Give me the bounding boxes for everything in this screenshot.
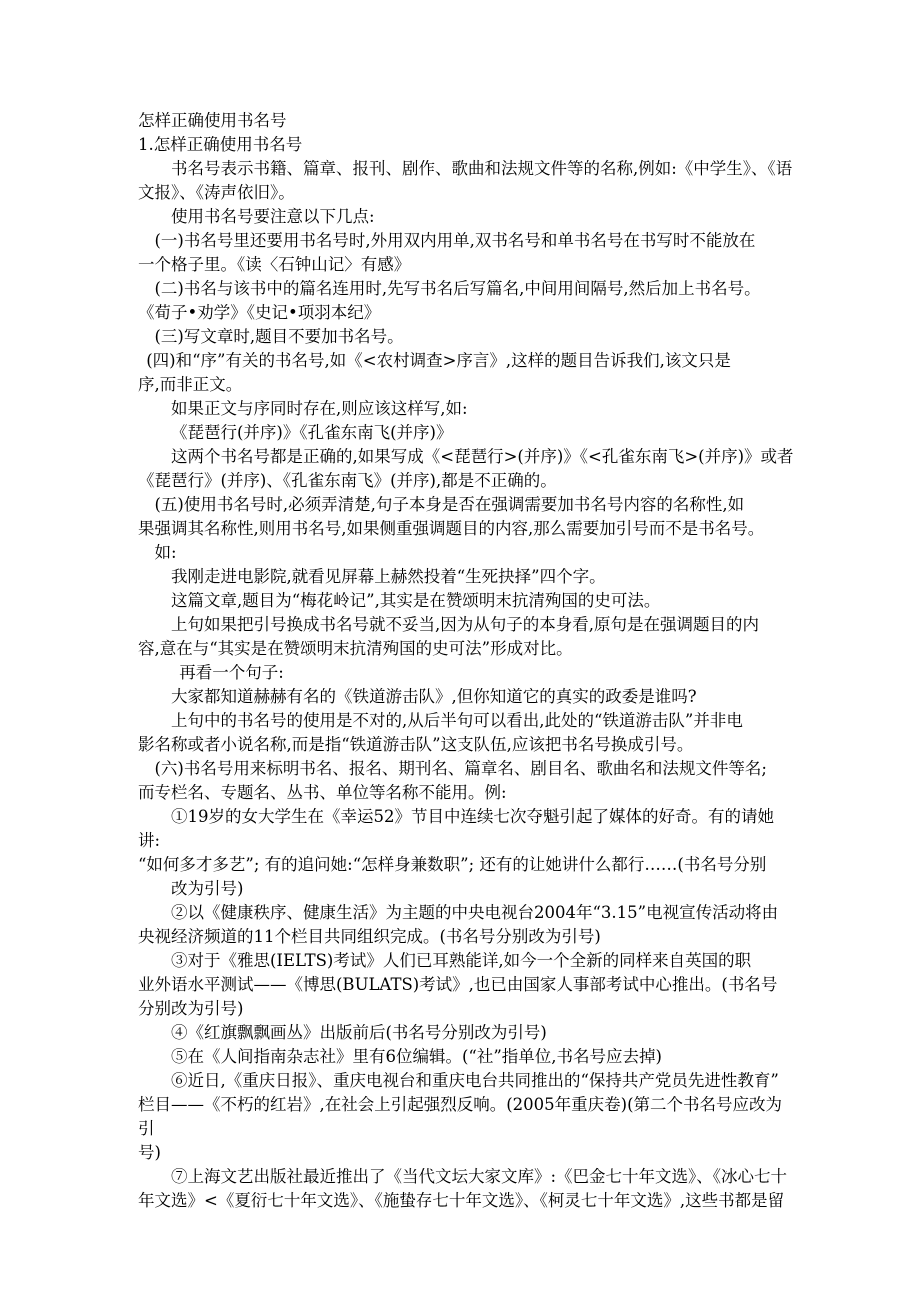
text-line: (三)写文章时,题目不要加书名号。	[154, 327, 404, 346]
text-line: 号)	[138, 1143, 161, 1162]
text-line: (一)书名号里还要用书名号时,外用双内用单,双书名号和单书名号在书写时不能放在	[154, 231, 756, 250]
text-line: 上句中的书名号的使用是不对的,从后半句可以看出,此处的“铁道游击队”并非电	[171, 711, 743, 730]
text-line: 上句如果把引号换成书名号就不妥当,因为从句子的本身看,原句是在强调题目的内	[171, 615, 759, 634]
text-line: (六)书名号用来标明书名、报名、期刊名、篇章名、剧目名、歌曲名和法规文件等名;	[154, 759, 767, 778]
text-line: ⑤在《人间指南杂志社》里有6位编辑。(“社”指单位,书名号应去掉)	[171, 1047, 662, 1066]
text-line: 书名号表示书籍、篇章、报刊、剧作、歌曲和法规文件等的名称,例如:《中学生》、《语	[171, 159, 793, 178]
text-line: 一个格子里。《读〈石钟山记〉有感》	[138, 255, 411, 274]
text-line: ③对于《雅思(IELTS)考试》人们已耳熟能详,如今一个全新的同样来自英国的职	[171, 951, 752, 970]
text-line: 文报》、《涛声依旧》。	[138, 183, 295, 202]
text-line: ④《红旗飘飘画丛》出版前后(书名号分别改为引号)	[171, 1023, 547, 1042]
text-line: 业外语水平测试——《博思(BULATS)考试》,也已由国家人事部考试中心推出。(书名号	[138, 975, 778, 994]
text-line: 《琵琶行》(并序)、《孔雀东南飞》(并序),都是不正确的。	[138, 471, 557, 490]
text-line: 央视经济频道的11个栏目共同组织完成。(书名号分别改为引号)	[138, 927, 601, 946]
text-line: ⑦上海文艺出版社最近推出了《当代文坛大家文库》:《巴金七十年文选》、《冰心七十	[171, 1167, 788, 1186]
text-line: 《荀子•劝学》《史记•项羽本纪》	[138, 303, 381, 322]
text-line: 果强调其名称性,则用书名号,如果侧重强调题目的内容,那么需要加引号而不是书名号。	[138, 519, 765, 538]
text-line: 这两个书名号都是正确的,如果写成《<琵琶行>(并序)》《<孔雀东南飞>(并序)》或者	[171, 447, 794, 466]
text-line: (二)书名与该书中的篇名连用时,先写书名后写篇名,中间用间隔号,然后加上书名号。	[154, 279, 761, 298]
text-line: 分别改为引号)	[138, 999, 244, 1018]
text-line: ②以《健康秩序、健康生活》为主题的中央电视台2004年“3.15”电视宣传活动将由	[171, 903, 779, 922]
text-line: 大家都知道赫赫有名的《铁道游击队》,但你知道它的真实的政委是谁吗?	[171, 687, 697, 706]
text-line: 序,而非正文。	[138, 375, 243, 394]
text-line: 容,意在与“其实是在赞颂明末抗清殉国的史可法”形成对比。	[138, 639, 573, 658]
text-line: 如:	[154, 543, 177, 562]
text-line: ⑥近日,《重庆日报》、重庆电视台和重庆电台共同推出的“保持共产党员先进性教育”	[171, 1071, 779, 1090]
text-line: 栏目——《不朽的红岩》,在社会上引起强烈反响。(2005年重庆卷)(第二个书名号应改为引	[138, 1095, 783, 1138]
text-line: 怎样正确使用书名号	[138, 111, 287, 130]
text-line: 如果正文与序同时存在,则应该这样写,如:	[171, 399, 468, 418]
text-line: 年文选》<《夏衍七十年文选》、《施蛰存七十年文选》、《柯灵七十年文选》,这些书都是留	[138, 1191, 785, 1210]
text-line: 使用书名号要注意以下几点:	[171, 207, 375, 226]
text-line: ①19岁的女大学生在《幸运52》节目中连续七次夺魁引起了媒体的好奇。有的请她讲:	[138, 807, 774, 850]
text-line: 我刚走进电影院,就看见屏幕上赫然投着“生死抉择”四个字。	[171, 567, 606, 586]
text-line: (五)使用书名号时,必须弄清楚,句子本身是否在强调需要加书名号内容的名称性,如	[154, 495, 745, 514]
text-line: 再看一个句子:	[179, 663, 284, 682]
text-line: 而专栏名、专题名、丛书、单位等名称不能用。例:	[138, 783, 507, 802]
text-line: 这篇文章,题目为“梅花岭记”,其实是在赞颂明末抗清殉国的史可法。	[171, 591, 661, 610]
document-body	[138, 109, 794, 1213]
text-line: 改为引号)	[171, 879, 244, 898]
text-line: 《琵琶行(并序)》《孔雀东南飞(并序)》	[171, 423, 453, 442]
text-line: 1.怎样正确使用书名号	[138, 135, 303, 154]
text-line: (四)和“序”有关的书名号,如《<农村调查>序言》,这样的题目告诉我们,该文只是	[146, 351, 731, 370]
text-line: 影名称或者小说名称,而是指“铁道游击队”这支队伍,应该把书名号换成引号。	[138, 735, 694, 754]
text-line: “如何多才多艺”; 有的追问她:“怎样身兼数职”; 还有的让她讲什么都行……(书名号分别	[138, 855, 767, 874]
